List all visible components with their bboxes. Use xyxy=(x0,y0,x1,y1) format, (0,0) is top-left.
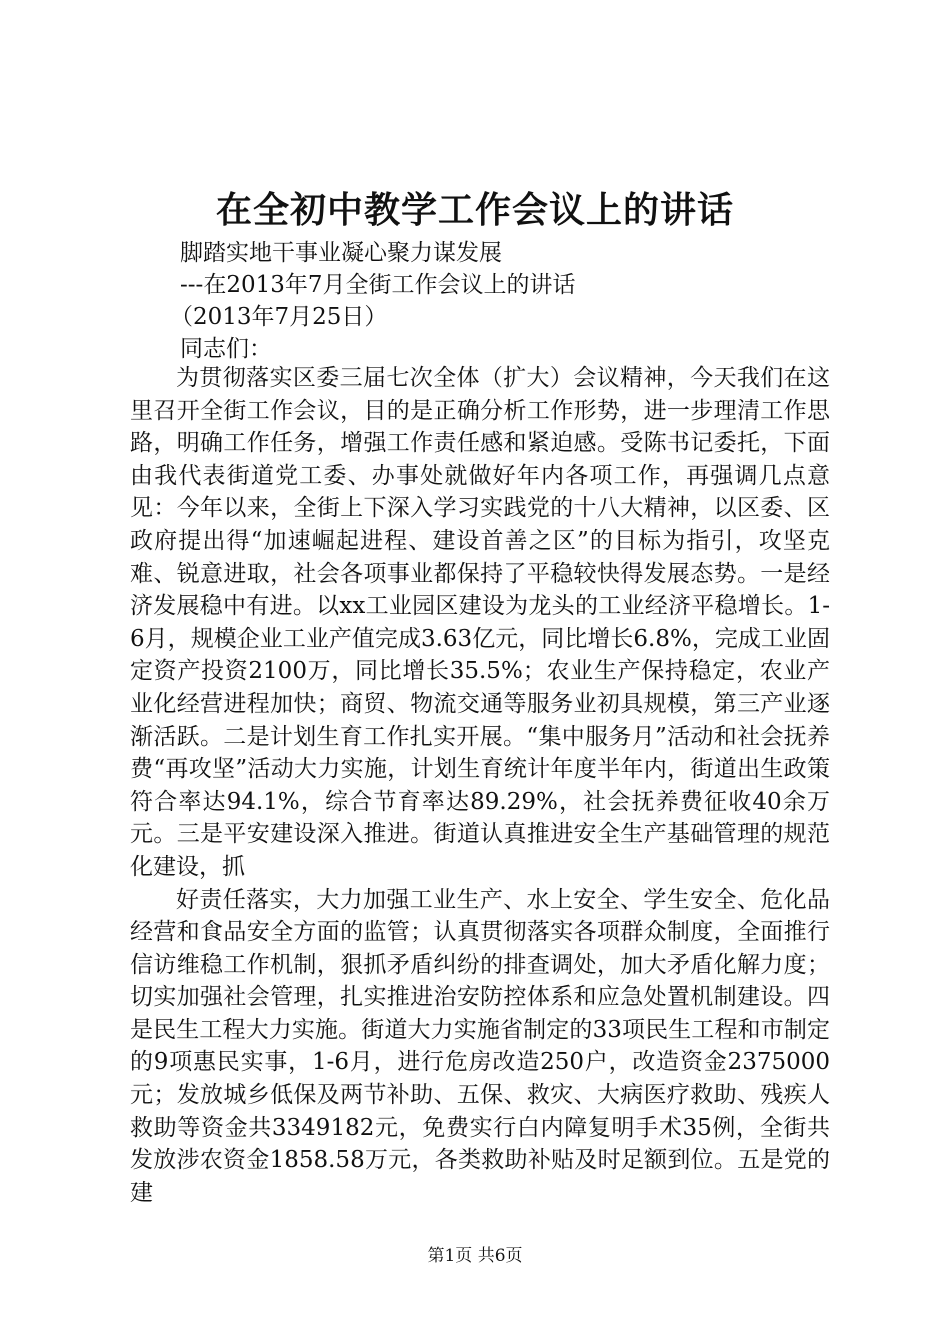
paragraph: 为贯彻落实区委三届七次全体（扩大）会议精神，今天我们在这里召开全街工作会议，目的是正确分析工作形势，进一步理清工作思路，明确工作任务，增强工作责任感和紧迫感。受陈书记委托，下面由我代表街道党工委、办事处就做好年内各项工作，再强调几点意见：今年以来，全街上下深入学习实践党的十八大精神，以区委、区政府提出得“加速崛起进程、建设首善之区”的目标为指引，攻坚克难、锐意进取，社会各项事业都保持了平稳较快得发展态势。一是经济发展稳中有进。以xx工业园区建设为龙头的工业经济平稳增长。1-6月，规模企业工业产值完成3.63亿元，同比增长6.8%，完成工业固定资产投资2100万，同比增长35.5%；农业生产保持稳定，农业产业化经营进程加快；商贸、物流交通等服务业初具规模，第三产业逐渐活跃。二是计划生育工作扎实开展。“集中服务月”活动和社会抚养费“再攻坚”活动大力实施，计划生育统计年度半年内，街道出生政策符合率达94.1%，综合节育率达89.29%，社会抚养费征收40余万元。三是平安建设深入推进。街道认真推进安全生产基础管理的规范化建设，抓 xyxy=(130,365,830,880)
page-number: 第1页 共6页 xyxy=(427,1246,523,1266)
body-text xyxy=(130,362,830,1209)
paragraph: 好责任落实，大力加强工业生产、水上安全、学生安全、危化品经营和食品安全方面的监管；认真贯彻落实各项群众制度，全面推行信访维稳工作机制，狠抓矛盾纠纷的排查调处，加大矛盾化解力度；切实加强社会管理，扎实推进治安防控体系和应急处置机制建设。四是民生工程大力实施。街道大力实施省制定的33项民生工程和市制定的9项惠民实事，1-6月，进行危房改造250户，改造资金2375000元；发放城乡低保及两节补助、五保、救灾、大病医疗救助、残疾人救助等资金共3349182元，免费实行白内障复明手术35例，全街共发放涉农资金1858.58万元，各类救助补贴及时足额到位。五是党的建 xyxy=(130,886,830,1206)
speech-occasion: ---在2013年7月全街工作会议上的讲话 xyxy=(180,272,576,298)
salutation: 同志们： xyxy=(180,336,272,362)
speech-date: （2013年7月25日） xyxy=(170,304,388,330)
document-subtitle: 脚踏实地干事业凝心聚力谋发展 xyxy=(180,240,502,266)
document-title: 在全初中教学工作会议上的讲话 xyxy=(215,189,734,231)
